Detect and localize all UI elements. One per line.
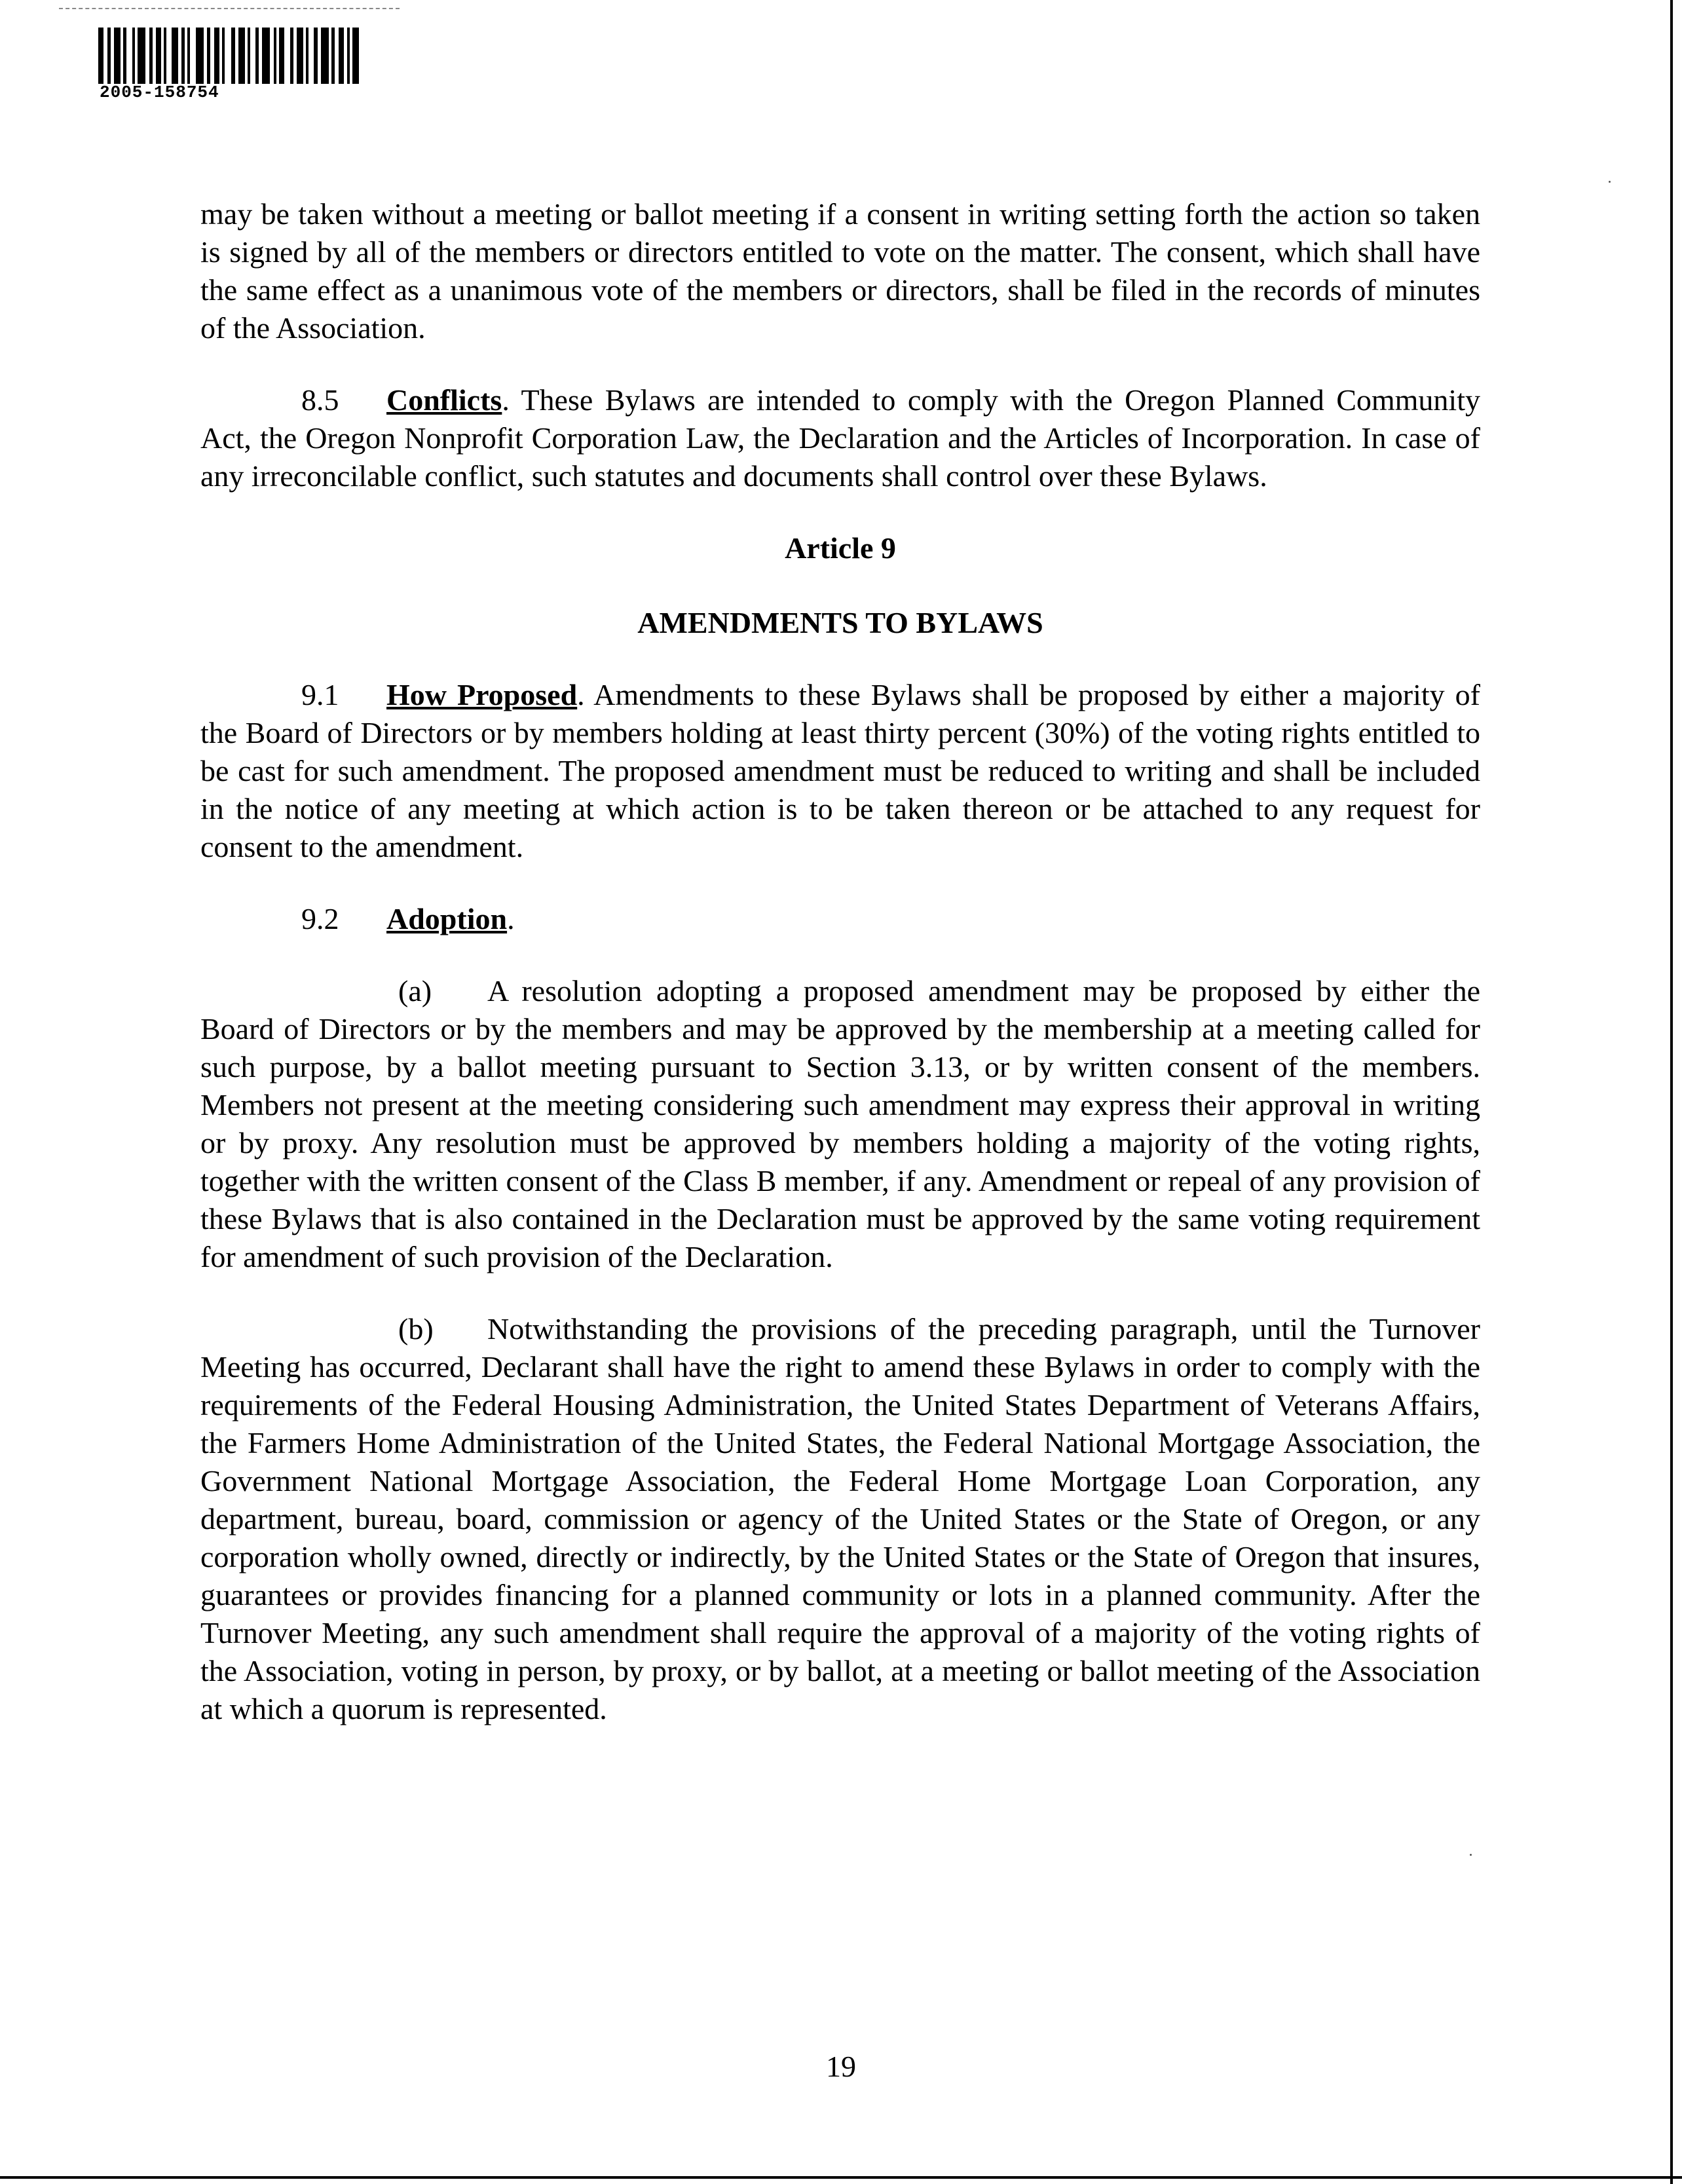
section-heading: How Proposed xyxy=(386,678,578,711)
section-9-2 xyxy=(200,900,1480,938)
section-heading: Adoption xyxy=(386,902,508,935)
scan-artifact-ticks xyxy=(59,8,400,12)
document-body xyxy=(200,195,1480,1762)
subsection-text: Notwithstanding the provisions of the preceding paragraph, until the Turnover Meeting has occurred, Declarant shall have the right to amend these Bylaws in order to comply with the requirements of the Federal Housing Administration, the United States Department of Veterans Affairs, the Farmers Home Administration of the United States, the Federal National Mortgage Association, the Government National Mortgage Association, the Federal Home Mortgage Loan Corporation, any department, bureau, board, commission or agency of the United States or the State of Oregon, or any corporation wholly owned, directly or indirectly, by the United States or the State of Oregon that insures, guarantees or provides financing for a planned community or lots in a planned community. After the Turnover Meeting, any such amendment shall require the approval of a majority of the voting rights of the Association, voting in person, by proxy, or by ballot, at a meeting or ballot meeting of the Association at which a quorum is represented. xyxy=(200,1312,1480,1725)
section-text: Amendments to these Bylaws shall be proposed by either a majority of the Board of Directors or by members holding at least thirty percent (30%) of the voting rights entitled to be cast for such amendment. The proposed amendment must be reduced to writing and shall be included in the notice of any meeting at which action is to be taken thereon or be attached to any request for consent to the amendment. xyxy=(200,678,1480,863)
recording-barcode xyxy=(98,28,403,84)
section-heading-punct: . xyxy=(577,678,585,711)
subsection-label: (b) xyxy=(398,1312,434,1346)
article-label: Article 9 xyxy=(785,531,896,565)
subsection-text: A resolution adopting a proposed amendment may be proposed by either the Board of Directors or by the members and may be approved by the membership at a meeting called for such purpose, by a ballot meeting pursuant to Section 3.13, or by written consent of the members. Members not present at the meeting considering such amendment may express their approval in writing or by proxy. Any resolution must be approved by members holding a majority of the voting rights, together with the written consent of the Class B member, if any. Amendment or repeal of any provision of these Bylaws that is also contained in the Declaration must be approved by the same voting requirement for amendment of such provision of the Declaration. xyxy=(200,974,1480,1273)
article-title: AMENDMENTS TO BYLAWS xyxy=(637,606,1043,639)
scan-speck xyxy=(1470,1854,1472,1856)
document-number: 2005-158754 xyxy=(100,83,219,102)
subsection-9-2-a xyxy=(200,972,1480,1276)
scan-edge-right xyxy=(1670,0,1673,2184)
subsection-label: (a) xyxy=(398,974,432,1007)
section-9-1 xyxy=(200,676,1480,866)
section-heading: Conflicts xyxy=(386,383,502,417)
section-heading-punct: . xyxy=(507,902,515,935)
section-heading-punct: . xyxy=(502,383,510,417)
continuation-paragraph: may be taken without a meeting or ballot meeting if a consent in writing setting forth the action so taken is signed by all of the members or directors entitled to vote on the matter. The consent, which shall have the same effect as a unanimous vote of the members or directors, shall be filed in the records of minutes of the Association. xyxy=(200,197,1480,345)
section-number: 9.1 xyxy=(301,678,339,711)
page-number: 19 xyxy=(826,2050,856,2083)
section-number: 8.5 xyxy=(301,383,339,417)
section-text: These Bylaws are intended to comply with the Oregon Planned Community Act, the Oregon Nonprofit Corporation Law, the Declaration and the Articles of Incorporation. In case of any irreconcilable conflict, such statutes and documents shall control over these Bylaws. xyxy=(200,383,1480,493)
section-8-5 xyxy=(200,381,1480,495)
scan-speck xyxy=(1609,181,1611,183)
subsection-9-2-b xyxy=(200,1310,1480,1728)
scan-edge-bottom xyxy=(0,2176,1682,2179)
section-number: 9.2 xyxy=(301,902,339,935)
